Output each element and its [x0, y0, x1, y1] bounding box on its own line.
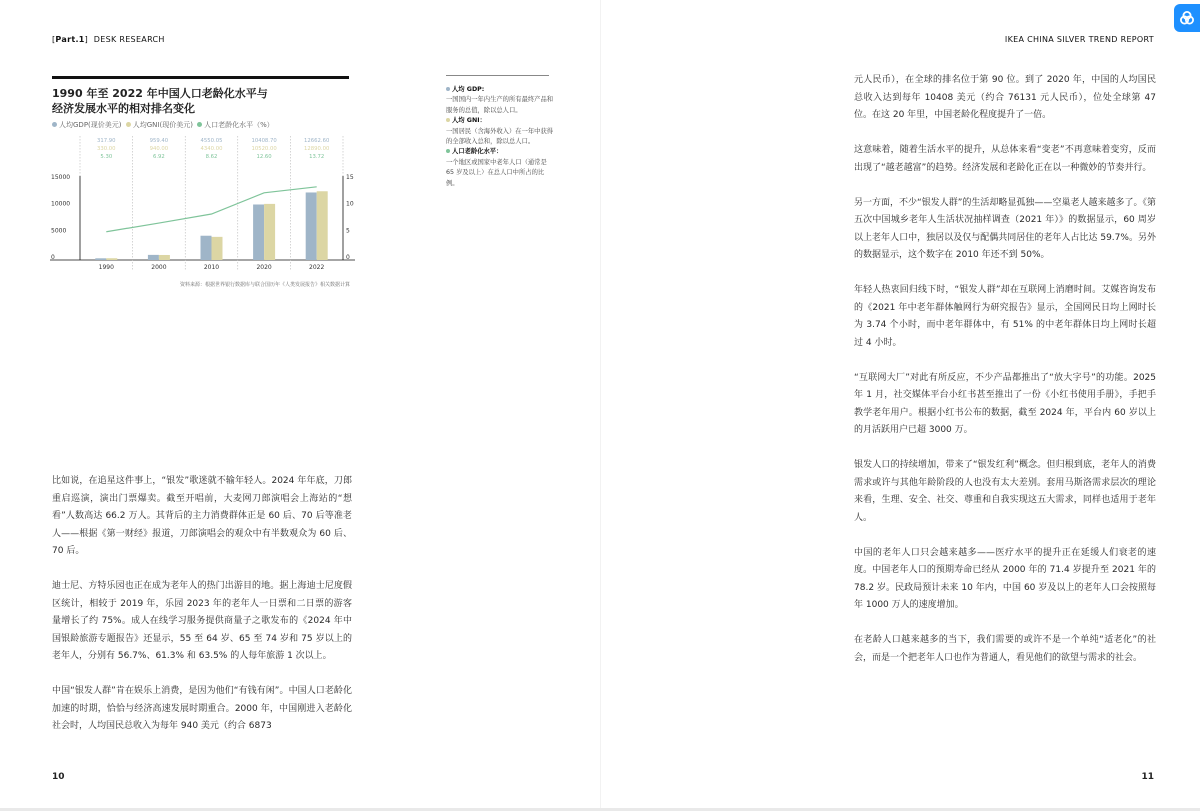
data-label: 8.62: [205, 154, 218, 160]
bar-gdp: [306, 192, 317, 260]
part-label: Part.1: [55, 35, 85, 44]
bar-gni: [264, 204, 275, 260]
data-label: 10408.70: [251, 138, 277, 144]
x-tick-label: 2020: [256, 264, 272, 271]
y-right-tick-label: 15: [346, 174, 354, 181]
left-paragraph: 比如说，在追星这件事上，“银发”歌迷就不输年轻人。2024 年年底，刀郎重启巡演，演出门票爆卖。截至开唱前，大麦网刀郎演唱会上海站的“想看”人数高达 66.2 万人。其背后的主力消费群体正是 60 后、70 后等准老人——根据《第一财经》报道，刀郎演唱会的观众中有半数观众为 60 后、70 后。: [52, 476, 352, 556]
chart-title-line-1: 1990 年至 2022 年中国人口老龄化水平与: [52, 87, 268, 100]
data-label: 330.00: [97, 146, 116, 152]
chart-source: 资料来源：根据世界银行数据库与联合国历年《人类发展报告》相关数据计算: [180, 282, 351, 288]
chart-top-rule: [52, 76, 349, 79]
report-title: IKEA CHINA SILVER TREND REPORT: [1004, 35, 1154, 44]
glossary-term: 人口老龄化水平：: [446, 147, 554, 157]
right-paragraph: 中国的老年人口只会越来越多——医疗水平的提升正在延缓人们衰老的速度。中国老年人口的预期寿命已经从 2000 年的 71.4 岁提升至 2021 年的 78.2 岁。民政局预计未来 10 年内，中国 60 岁及以上的老年人口会按照每年 1000 万人的速度增加。: [854, 547, 1156, 610]
glossary-rule: [446, 75, 549, 76]
right-paragraph: 在老龄人口越来越多的当下，我们需要的或许不是一个单纯“适老化”的社会，而是一个把老年人口也作为普通人，看见他们的欲望与需求的社会。: [854, 635, 1156, 663]
y-left-tick-label: 15000: [51, 174, 71, 181]
x-tick-label: 1990: [98, 264, 114, 271]
glossary-definition: 一个地区或国家中老年人口（通常是 65 岁及以上）在总人口中所占的比例。: [446, 158, 547, 187]
section-name: DESK RESEARCH: [93, 35, 165, 44]
left-header: [52, 35, 165, 44]
bar-gdp: [201, 236, 212, 260]
x-tick-label: 2010: [203, 264, 220, 271]
data-label: 13.72: [309, 154, 325, 160]
data-label: 12662.60: [304, 138, 330, 144]
data-label: 12890.00: [304, 146, 330, 152]
data-label: 317.90: [97, 138, 116, 144]
data-label: 12.60: [256, 154, 272, 160]
page-gutter: [600, 0, 601, 808]
right-paragraph: “互联网大厂”对此有所反应，不少产品都推出了“放大字号”的功能。2025 年 1 月，社交媒体平台小红书甚至推出了一份《小红书使用手册》，手把手教学老年用户。根据小红书公布的数据，截至 2024 年，平台内 60 岁以上的月活跃用户已超 3000 万。: [854, 372, 1156, 435]
bar-gni: [317, 191, 328, 260]
data-label: 10520.00: [251, 146, 277, 152]
legend-dot-aging: [197, 122, 202, 127]
glossary-term: 人均 GDP:: [446, 85, 554, 95]
chart-title: [52, 86, 352, 116]
left-article-column: [52, 473, 352, 753]
link-icon: [1179, 10, 1195, 26]
left-paragraph: 中国“银发人群”肯在娱乐上消费，是因为他们“有钱有闲”。中国人口老龄化加速的时期，恰恰与经济高速发展时期重合。2000 年，中国刚进入老龄化社会时，人均国民总收入为每年 940 美元（约合 6873: [52, 686, 352, 731]
chart-legend: [52, 120, 276, 130]
y-right-tick-label: 10: [346, 200, 354, 208]
right-article-column: [854, 72, 1156, 685]
right-paragraph: 另一方面，不少“银发人群”的生活却略显孤独——空巢老人越来越多了。《第五次中国城乡老年人生活状况抽样调查（2021 年）》的数据显示，60 周岁以上老年人口中，独居以及仅与配偶共同居住的老年人占比达 59.7%。另外的数据显示，这个数字在 2010 年还不到 50%。: [854, 197, 1156, 260]
legend-dot-gni: [126, 122, 131, 127]
glossary-definition: 一国国内一年内生产的所有最终产品和服务的总值，除以总人口。: [446, 96, 554, 114]
part-bracket-open: [: [52, 35, 56, 44]
data-label: 5.30: [100, 154, 113, 160]
page-number-left: 10: [52, 772, 65, 782]
floating-tool-button[interactable]: [1174, 4, 1200, 32]
y-right-tick-label: 5: [346, 227, 350, 235]
right-paragraph: 元人民币），在全球的排名位于第 90 位。到了 2020 年，中国的人均国民总收入达到每年 10408 美元（约合 76131 元人民币），位处全球第 47 位。在这 20 年里，中国老龄化程度提升了一倍。: [854, 75, 1156, 120]
y-left-tick-label: 0: [51, 254, 55, 261]
glossary: [446, 85, 554, 189]
bar-gni: [159, 255, 170, 260]
legend-aging: 人口老龄化水平（%）: [197, 121, 275, 129]
glossary-dot: [446, 118, 450, 122]
bar-gni: [212, 237, 223, 260]
data-label: 4340.00: [200, 146, 223, 152]
page-number-right: 11: [1141, 772, 1154, 782]
bar-gdp: [148, 255, 159, 260]
y-left-tick-label: 10000: [51, 200, 71, 208]
right-paragraph: 银发人口的持续增加，带来了“银发红利”概念。但归根到底，老年人的消费需求或许与其他年龄阶段的人也没有太大差别。套用马斯洛需求层次的理论来看，生理、安全、社交、尊重和自我实现这五大需求，同样也适用于老年人。: [854, 460, 1156, 523]
left-paragraph: 迪士尼、方特乐园也正在成为老年人的热门出游目的地。据上海迪士尼度假区统计，相较于 2019 年，乐园 2023 年的老年人一日票和二日票的游客量增长了约 75%。成人在线学习服务提供商量子之歌发布的《2024 年中国银龄旅游专题报告》还显示，55 至 64 岁、65 至 74 岁和 75 岁以上的老年人，分别有 56.7%、61.3% 和 63.5% 的人每年旅游 1 次以上。: [52, 581, 352, 661]
y-left-tick-label: 5000: [51, 227, 67, 235]
bar-line-chart: [50, 132, 355, 272]
bar-gni: [106, 258, 117, 260]
glossary-term: 人均 GNI：: [446, 116, 554, 126]
legend-dot-gdp: [52, 122, 57, 127]
part-bracket-close: ]: [84, 35, 89, 44]
bar-gdp: [253, 204, 264, 260]
data-label: 959.40: [149, 138, 169, 144]
bar-gdp: [95, 258, 106, 260]
legend-gni: 人均GNI(现价美元): [126, 121, 194, 129]
data-label: 4550.05: [200, 138, 223, 144]
legend-gdp: 人均GDP(现价美元): [52, 121, 123, 129]
x-tick-label: 2000: [151, 264, 167, 271]
data-label: 6.92: [153, 154, 165, 160]
glossary-definition: 一国居民（含海外收入）在一年中获得的全部收入总和，除以总人口。: [446, 127, 554, 146]
line-aging-level: [106, 187, 316, 232]
chart-title-line-2: 经济发展水平的相对排名变化: [52, 102, 195, 115]
data-label: 940.00: [149, 146, 169, 152]
glossary-dot: [446, 87, 450, 91]
glossary-dot: [446, 149, 450, 153]
right-paragraph: 这意味着，随着生活水平的提升，从总体来看“变老”不再意味着变穷，反而出现了“越老越富”的趋势。经济发展和老龄化正在以一种微妙的节奏并行。: [854, 145, 1156, 173]
right-paragraph: 年轻人热衷回归线下时，“银发人群”却在互联网上消磨时间。艾媒咨询发布的《2021 年中老年群体触网行为研究报告》显示，全国网民日均上网时长为 3.74 个小时，而中老年群体中，有 51% 的中老年群体日均上网时长超过 4 小时。: [854, 285, 1156, 348]
y-right-tick-label: 0: [346, 254, 350, 261]
x-tick-label: 2022: [309, 264, 325, 271]
